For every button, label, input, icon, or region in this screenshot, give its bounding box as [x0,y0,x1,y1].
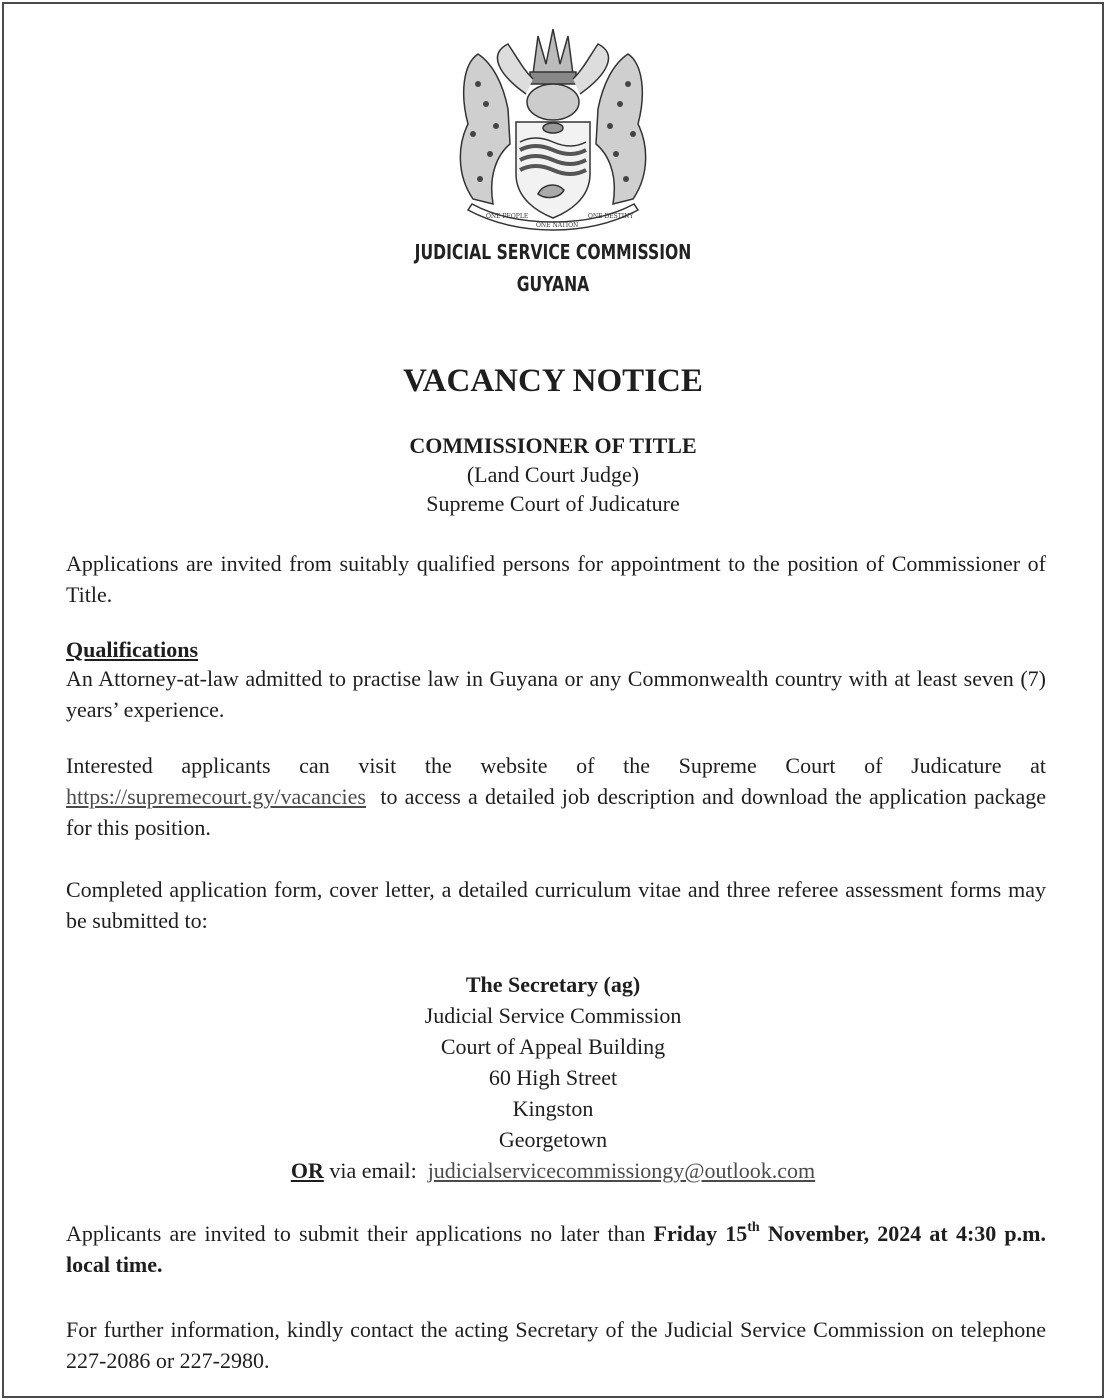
address-line: Judicial Service Commission [424,1003,682,1028]
intro-paragraph: Applications are invited from suitably qualified persons for appointment to the position of Commissioner of Title. [66,551,1046,607]
deadline-paragraph [66,1218,1046,1280]
motto-one-destiny: ONE DESTINY [588,213,634,220]
submission-paragraph: Completed application form, cover letter, a detailed curriculum vitae and three referee assessment forms may be submitted to: [66,877,1046,933]
deadline-day: Friday 15 [653,1221,748,1246]
deadline-prefix: Applicants are invited to submit their applications no later than [66,1221,646,1246]
organization-name: JUDICIAL SERVICE COMMISSION [414,240,692,264]
recipient-title: The Secretary (ag) [465,972,641,997]
court-name: Supreme Court of Judicature [426,491,680,516]
address-line: Georgetown [498,1127,608,1152]
qualifications-heading: Qualifications [66,637,199,662]
website-text-before: Interested applicants can visit the website of the Supreme Court of Judicature at [66,753,1046,778]
deadline-time: 4:30 p.m. local time. [66,1221,1046,1277]
website-text-after: to access a detailed job description and download the application package for this position. [66,784,1047,840]
deadline-date: November, 2024 at [767,1221,948,1246]
address-line: Court of Appeal Building [440,1034,666,1059]
contact-paragraph: For further information, kindly contact the acting Secretary of the Judicial Service Commission on telephone 227-2086 or 227-2980. [66,1317,1046,1373]
qualifications-text: An Attorney-at-law admitted to practise law in Guyana or any Commonwealth country with at least seven (7) years’ experience. [66,666,1046,722]
organization-country: GUYANA [516,272,590,296]
motto-one-people: ONE PEOPLE [486,213,529,220]
guyana-coat-of-arms-icon [438,14,668,236]
email-prefix: via email: [329,1158,417,1183]
notice-title: VACANCY NOTICE [403,363,703,399]
address-line: 60 High Street [488,1065,618,1090]
or-label: OR [290,1158,324,1183]
vacancies-link[interactable]: https://supremecourt.gy/vacancies [66,784,366,809]
address-line: Kingston [512,1096,594,1121]
website-paragraph [66,750,1046,843]
email-link[interactable]: judicialservicecommissiongy@outlook.com [427,1158,816,1183]
position-title: COMMISSIONER OF TITLE [409,433,697,458]
deadline-day-suffix: th [747,1219,760,1235]
motto-one-nation: ONE NATION [536,222,579,229]
position-subtitle: (Land Court Judge) [466,462,640,487]
email-line [0,1155,1106,1186]
